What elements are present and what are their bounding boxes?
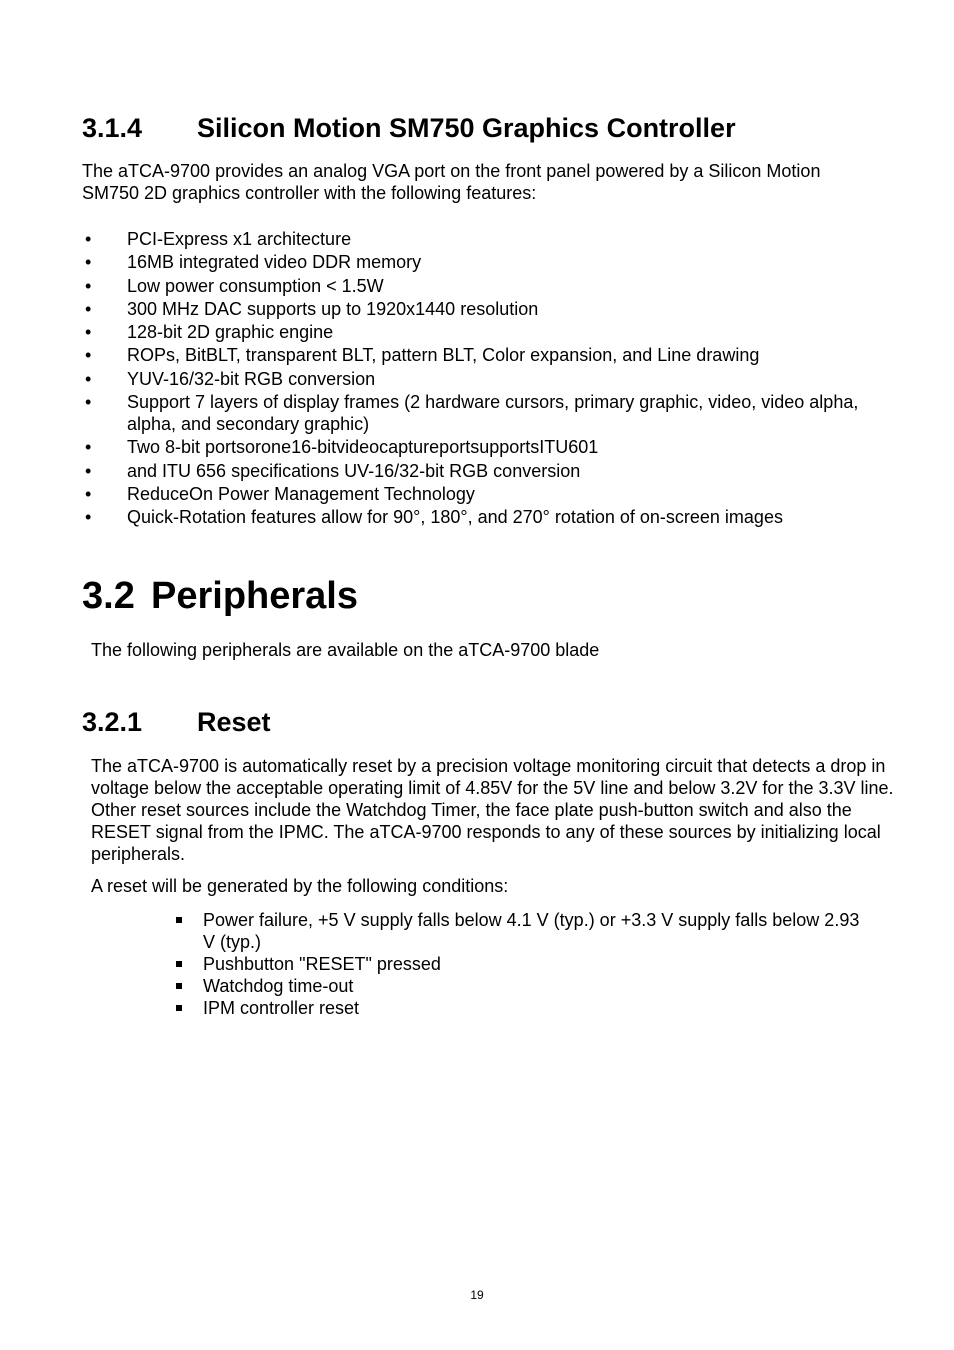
- peripherals-intro-paragraph: The following peripherals are available on the aTCA-9700 blade: [91, 640, 600, 660]
- square-bullet-icon: [176, 961, 182, 967]
- square-bullet-icon: [176, 983, 182, 989]
- bullet-icon: •: [85, 368, 92, 389]
- list-item: • Low power consumption < 1.5W: [85, 275, 384, 296]
- list-item: • ROPs, BitBLT, transparent BLT, pattern BLT, Color expansion, and Line drawing: [85, 345, 760, 366]
- section-3-1-4-heading: [82, 112, 736, 144]
- list-item: • Support 7 layers of display frames (2 hardware cursors, primary graphic, video, video alpha, alpha, and secondary graphic): [85, 392, 859, 435]
- section-3-2-1-heading: [82, 706, 271, 738]
- square-bullet-icon: [176, 1005, 182, 1011]
- section-number: 3.2: [82, 575, 135, 617]
- bullet-icon: •: [85, 275, 92, 296]
- list-item: • Quick-Rotation features allow for 90°, 180°, and 270° rotation of on-screen images: [85, 507, 783, 528]
- graphics-intro-paragraph: The aTCA-9700 provides an analog VGA port on the front panel powered by a Silicon Motion SM750 2D graphics controller with the following features:: [82, 161, 821, 203]
- bullet-icon: •: [85, 483, 92, 504]
- bullet-icon: •: [85, 298, 92, 319]
- bullet-icon: •: [85, 322, 92, 343]
- bullet-icon: •: [85, 460, 92, 481]
- list-item: Power failure, +5 V supply falls below 4.1 V (typ.) or +3.3 V supply falls below 2.93 V (typ.): [169, 909, 869, 953]
- list-item: • PCI-Express x1 architecture: [85, 229, 352, 249]
- list-item: • Two 8-bit portsorone16-bitvideocaptureportsupportsITU601: [85, 437, 599, 458]
- bullet-icon: •: [85, 507, 92, 528]
- reset-conditions-list: [169, 909, 869, 1019]
- section-title: Reset: [197, 707, 271, 737]
- bullet-icon: •: [85, 437, 92, 458]
- list-item: Watchdog time-out: [169, 975, 869, 997]
- reset-description-paragraph: The aTCA-9700 is automatically reset by a precision voltage monitoring circuit that detects a drop in voltage below the acceptable operating limit of 4.85V for the 5V line and below 3.2V for the 3.3V line. Other reset sources include the Watchdog Timer, the face plate push-button switch and also the RESET signal from the IPMC. The aTCA-9700 responds to any of these sources by initializing local peripherals.: [91, 756, 894, 864]
- list-item: • YUV-16/32-bit RGB conversion: [85, 368, 376, 389]
- list-item: Pushbutton "RESET" pressed: [169, 953, 869, 975]
- graphics-features-list: [82, 228, 872, 530]
- bullet-icon: •: [85, 345, 92, 366]
- section-title: Silicon Motion SM750 Graphics Controller: [197, 113, 736, 143]
- bullet-icon: •: [85, 392, 92, 413]
- list-item: • 16MB integrated video DDR memory: [85, 252, 422, 273]
- list-item: IPM controller reset: [169, 997, 869, 1019]
- list-item: • ReduceOn Power Management Technology: [85, 483, 475, 504]
- list-item: • and ITU 656 specifications UV-16/32-bit RGB conversion: [85, 460, 581, 481]
- section-number: 3.2.1: [82, 707, 143, 737]
- list-item: • 128-bit 2D graphic engine: [85, 322, 334, 343]
- square-bullet-icon: [176, 917, 182, 923]
- section-number: 3.1.4: [82, 113, 143, 143]
- section-3-2-heading: [82, 574, 358, 618]
- reset-conditions-intro: A reset will be generated by the following conditions:: [91, 876, 509, 896]
- bullet-icon: •: [85, 229, 92, 249]
- page-number: 19: [470, 1288, 484, 1302]
- section-title: Peripherals: [151, 575, 358, 617]
- list-item: • 300 MHz DAC supports up to 1920x1440 resolution: [85, 298, 539, 319]
- bullet-icon: •: [85, 252, 92, 273]
